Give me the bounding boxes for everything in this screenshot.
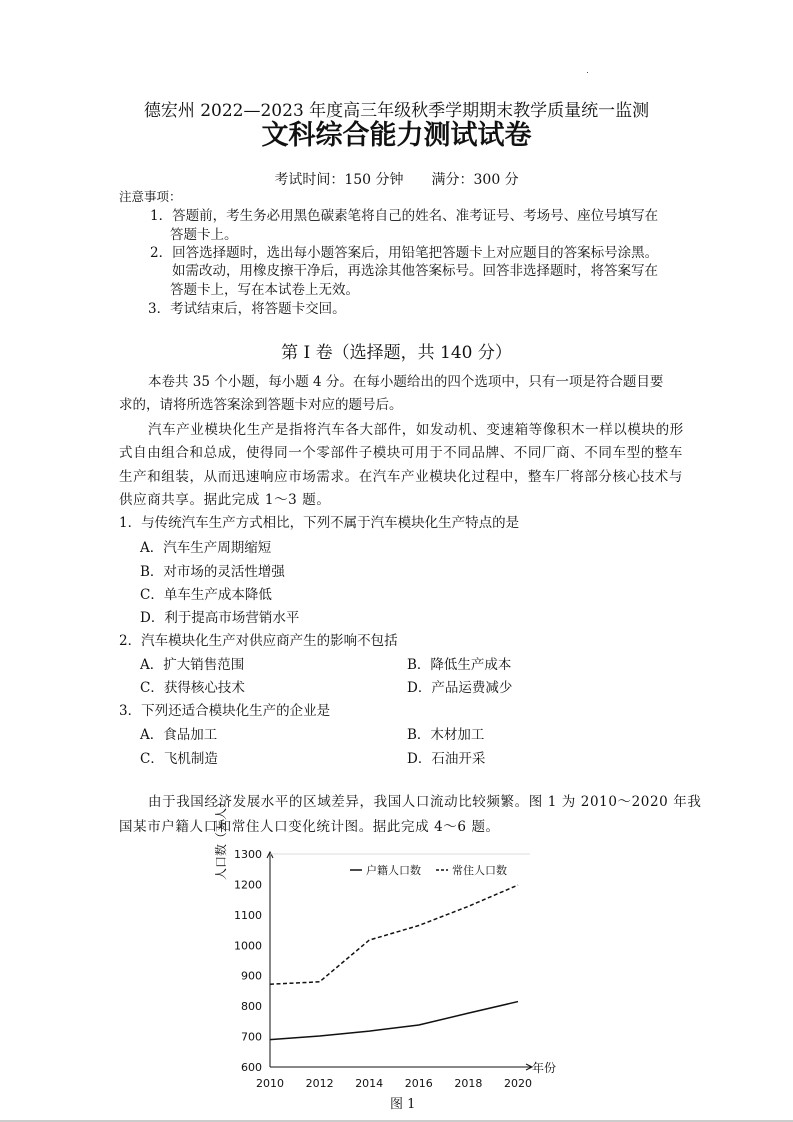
x-tick-label: 2018 <box>454 1077 483 1090</box>
option: D．产品运费减少 <box>407 680 513 696</box>
option: D．利于提高市场营销水平 <box>140 610 300 626</box>
option: A．汽车生产周期缩短 <box>140 540 272 556</box>
material-line: 生产和组装，从而迅速响应市场需求。在汽车产业模块化过程中，整车厂将部分核心技术与 <box>119 469 683 485</box>
exam-info: 考试时间：150 分钟 满分：300 分 <box>274 172 519 188</box>
y-tick-label: 700 <box>241 1030 262 1044</box>
section-intro: 本卷共 35 个小题，每小题 4 分。在每小题给出的四个选项中，只有一项是符合题目要 <box>148 374 664 390</box>
series-line-resident <box>270 885 518 984</box>
note-line: 答题卡上，写在本试卷上无效。 <box>170 282 359 298</box>
section-title: 第 I 卷（选择题，共 140 分） <box>281 343 512 363</box>
legend-label: 户籍人口数 <box>366 864 421 877</box>
y-tick-label: 1100 <box>234 908 262 922</box>
material-line: 由于我国经济发展水平的区域差异，我国人口流动比较频繁。图 1 为 2010～2020 年我 <box>148 794 702 810</box>
y-axis-label: 人口数（万人） <box>214 795 228 880</box>
exam-header: 德宏州 2022—2023 年度高三年级秋季学期期末教学质量统一监测 <box>143 101 650 121</box>
section-intro: 求的，请将所选答案涂到答题卡对应的题号后。 <box>119 397 403 413</box>
x-tick-label: 2020 <box>504 1077 532 1090</box>
option: C．单车生产成本降低 <box>140 587 272 603</box>
option: A．扩大销售范围 <box>140 657 245 673</box>
x-tick-label: 2016 <box>404 1077 433 1090</box>
question-stem: 3．下列还适合模块化生产的企业是 <box>119 703 331 719</box>
note-line: 2．回答选择题时，选出每小题答案后，用铅笔把答题卡上对应题目的答案标号涂黑。 <box>150 245 659 261</box>
material-line: 国某市户籍人口和常住人口变化统计图。据此完成 4～6 题。 <box>119 819 500 835</box>
y-tick-label: 1200 <box>234 878 262 892</box>
x-tick-label: 2012 <box>305 1077 334 1090</box>
material-line: 式自由组合和总成，使得同一个零部件子模块可用于不同品牌、不同厂商、不同车型的整车 <box>119 445 683 461</box>
y-tick-label: 600 <box>241 1061 262 1074</box>
notes-heading: 注意事项： <box>119 189 182 204</box>
option: C．飞机制造 <box>140 751 218 767</box>
x-tick-label: 2010 <box>256 1077 284 1090</box>
x-tick-label: 2014 <box>355 1077 384 1090</box>
series-line-registered <box>270 1002 518 1040</box>
question-stem: 1．与传统汽车生产方式相比，下列不属于汽车模块化生产特点的是 <box>119 515 520 531</box>
note-line: 答题卡上。 <box>170 227 238 243</box>
y-tick-label: 800 <box>241 1000 262 1014</box>
note-line: 1．答题前，考生务必用黑色碳素笔将自己的姓名、准考证号、考场号、座位号填写在 <box>150 208 659 224</box>
option: A．食品加工 <box>140 727 218 743</box>
option: C．获得核心技术 <box>140 680 245 696</box>
x-axis-label: 年份 <box>532 1061 557 1075</box>
option: B．降低生产成本 <box>407 657 512 673</box>
y-tick-label: 1300 <box>234 848 262 861</box>
material-line: 汽车产业模块化生产是指将汽车各大部件，如发动机、变速箱等像积木一样以模块的形 <box>148 422 684 438</box>
option: B．对市场的灵活性增强 <box>140 564 285 580</box>
exam-title: 文科综合能力测试试卷 <box>261 120 532 151</box>
option: D．石油开采 <box>407 751 486 767</box>
y-tick-label: 900 <box>241 969 262 983</box>
figure-caption: 图 1 <box>390 1097 416 1112</box>
legend-label: 常住人口数 <box>452 864 507 877</box>
note-line: 3．考试结束后，将答题卡交回。 <box>148 301 346 317</box>
note-line: 如需改动，用橡皮擦干净后，再选涂其他答案标号。回答非选择题时，将答案写在 <box>172 263 658 279</box>
question-stem: 2．汽车模块化生产对供应商产生的影响不包括 <box>119 633 398 649</box>
y-tick-label: 1000 <box>234 939 262 953</box>
option: B．木材加工 <box>407 727 485 743</box>
material-line: 供应商共享。据此完成 1～3 题。 <box>119 492 331 508</box>
